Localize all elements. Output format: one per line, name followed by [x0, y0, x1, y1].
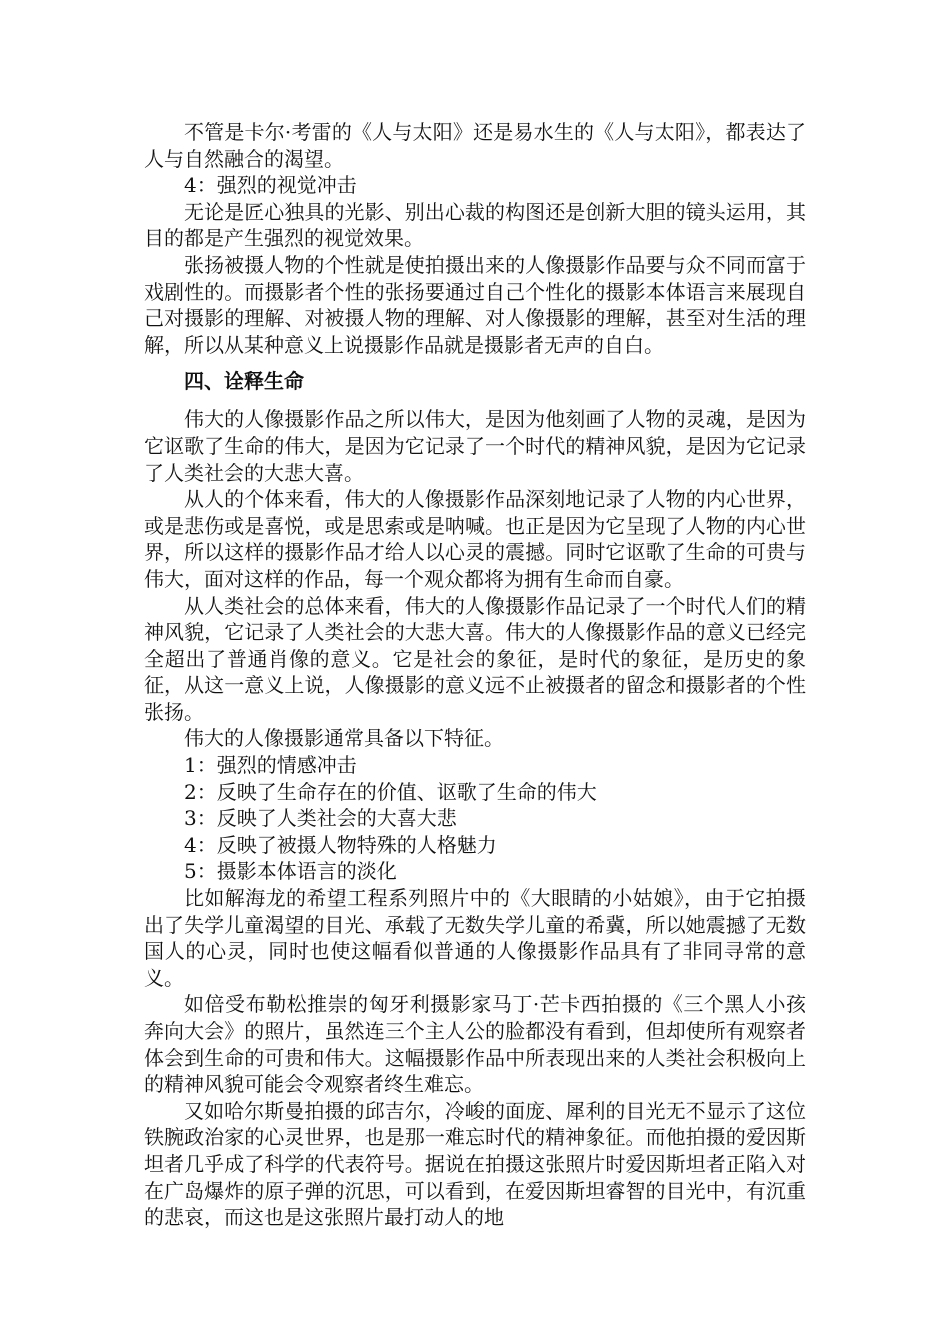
paragraph: 如倍受布勒松推崇的匈牙利摄影家马丁·芒卡西拍摄的《三个黑人小孩奔向大会》的照片，虽然连三个主人公的脸都没有看到，但却使所有观察者体会到生命的可贵和伟大。这幅摄影作品中所表现出来的人类社会积极向上的精神风貌可能会令观察者终生难忘。: [144, 992, 806, 1097]
section-heading: 四、诠释生命: [184, 369, 304, 394]
list-item: 2：反映了生命存在的价值、讴歌了生命的伟大: [184, 779, 597, 804]
list-item: 4：反映了被摄人物特殊的人格魅力: [184, 832, 497, 857]
paragraph: 从人的个体来看，伟大的人像摄影作品深刻地记录了人物的内心世界，或是悲伤或是喜悦，或是思索或是呐喊。也正是因为它呈现了人物的内心世界，所以这样的摄影作品才给人以心灵的震撼。同时它讴歌了生命的可贵与伟大，面对这样的作品，每一个观众都将为拥有生命而自豪。: [144, 487, 806, 591]
paragraph: 张扬被摄人物的个性就是使拍摄出来的人像摄影作品要与众不同而富于戏剧性的。而摄影者个性的张扬要通过自己个性化的摄影本体语言来展现自己对摄影的理解、对被摄人物的理解、对人像摄影的理解，甚至对生活的理解，所以从某种意义上说摄影作品就是摄影者无声的自白。: [144, 252, 806, 357]
paragraph: 又如哈尔斯曼拍摄的邱吉尔，冷峻的面庞、犀利的目光无不显示了这位铁腕政治家的心灵世界，也是那一难忘时代的精神象征。而他拍摄的爱因斯坦者几乎成了科学的代表符号。据说在拍摄这张照片时爱因斯坦者正陷入对在广岛爆炸的原子弹的沉思，可以看到，在爱因斯坦睿智的目光中，有沉重的悲哀，而这也是这张照片最打动人的地: [144, 1098, 806, 1230]
list-item: 5：摄影本体语言的淡化: [184, 859, 397, 884]
paragraph: 不管是卡尔·考雷的《人与太阳》还是易水生的《人与太阳》，都表达了人与自然融合的渴望。: [144, 120, 806, 171]
paragraph: 比如解海龙的希望工程系列照片中的《大眼睛的小姑娘》，由于它拍摄出了失学儿童渴望的目光、承载了无数失学儿童的希冀，所以她震撼了无数国人的心灵，同时也使这幅看似普通的人像摄影作品具有了非同寻常的意义。: [144, 886, 806, 990]
paragraph: 伟大的人像摄影作品之所以伟大，是因为他刻画了人物的灵魂，是因为它讴歌了生命的伟大，是因为它记录了一个时代的精神风貌，是因为它记录了人类社会的大悲大喜。: [144, 407, 806, 485]
list-item: 1：强烈的情感冲击: [184, 753, 357, 778]
paragraph: 从人类社会的总体来看，伟大的人像摄影作品记录了一个时代人们的精神风貌，它记录了人类社会的大悲大喜。伟大的人像摄影作品的意义已经完全超出了普通肖像的意义。它是社会的象征，是时代的象征，是历史的象征，从这一意义上说，人像摄影的意义远不止被摄者的留念和摄影者的个性张扬。: [144, 593, 806, 724]
list-item: 3：反映了人类社会的大喜大悲: [184, 806, 457, 831]
paragraph: 无论是匠心独具的光影、别出心裁的构图还是创新大胆的镜头运用，其目的都是产生强烈的视觉效果。: [144, 199, 806, 251]
list-item: 4：强烈的视觉冲击: [184, 173, 357, 198]
document-page: [144, 119, 806, 1231]
paragraph: 伟大的人像摄影通常具备以下特征。: [184, 726, 504, 751]
